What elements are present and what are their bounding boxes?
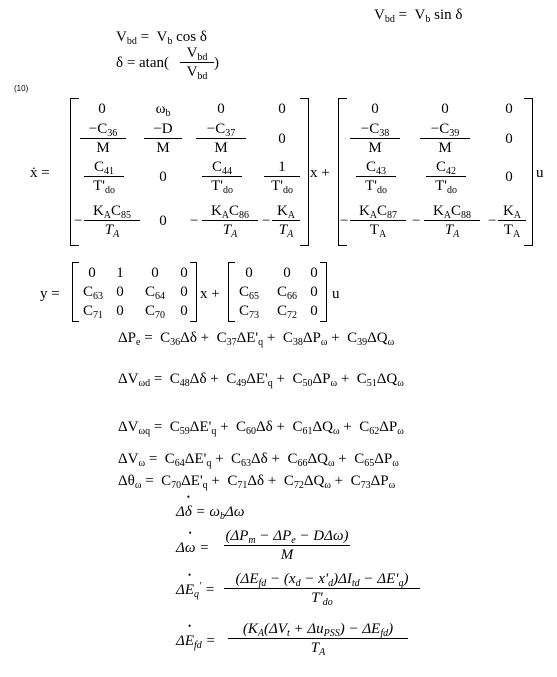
dvw-equation: $\Delta V_\omega = C_{64}\Delta E'_q + C_{63}\Delta\delta + C_{66}\Delta Q_\omega + C_{65}\Delta P_\omega$ [118, 451, 399, 469]
b22: $\frac{-C_{39}}{M}$ [420, 122, 470, 156]
c33: $C_{70}$ [144, 303, 165, 321]
a22: $\frac{-D}{M}$ [144, 122, 182, 156]
b33: 0 [505, 169, 513, 185]
b21: $\frac{-C_{38}}{M}$ [350, 122, 400, 156]
deq-lhs: Δ• $E_q'$ = [176, 583, 215, 598]
y-u-tail: u [332, 286, 340, 302]
a11: 0 [98, 101, 106, 117]
dvwd-equation: $\Delta V_{\omega d} = C_{48}\Delta\delta + C_{49}\Delta E'_q + C_{50}\Delta P_\omega + C_{51}\Delta Q_\omega$ [118, 371, 404, 389]
d33: 0 [310, 303, 318, 319]
dthw-equation: $\Delta\theta_\omega = C_{70}\Delta E'_q + C_{71}\Delta\delta + C_{72}\Delta Q_\omega + C_{73}\Delta P_\omega$ [118, 473, 396, 491]
vbd-cos-equation: $V_{bd} = V_b$ cos δ [116, 29, 207, 47]
a41: $K_AC_{85}$ $T_A$ [84, 204, 140, 238]
a34: $\frac{1}{T'_{do}}$ [264, 160, 300, 194]
dpe-equation: $\Delta P_e = C_{36}\Delta\delta + C_{37}\Delta E'_q + C_{38}\Delta P_\omega + C_{39}\Delta Q_\omega$ [118, 330, 395, 348]
d11: 0 [245, 265, 253, 281]
equation-number: (10) [14, 84, 29, 93]
defd-fraction: $(K_A(\Delta V_t + \Delta u_{PSS}) - \Delta E_{fd})$ $T_A$ [228, 622, 408, 656]
vbd-sin-equation: $V_{bd} = V_b$ sin δ [374, 7, 463, 25]
dvwq-equation: $\Delta V_{\omega q} = C_{59}\Delta E'_q + C_{60}\Delta\delta + C_{61}\Delta Q_\omega + C_{62}\Delta P_\omega$ [118, 419, 404, 437]
b11: 0 [371, 101, 379, 117]
a13: 0 [217, 101, 225, 117]
ddelta-equation: Δ• $\delta = \omega_b\Delta\omega$ [176, 505, 244, 520]
c22: 0 [116, 284, 124, 300]
b42: $K_AC_{88}$ $T_A$ [424, 204, 480, 238]
u-tail: u [536, 165, 544, 181]
d32: $C_{72}$ [276, 303, 297, 321]
b43-sign: − [488, 213, 497, 229]
a23: $\frac{-C_{37}}{M}$ [196, 122, 246, 156]
a24: 0 [278, 131, 286, 147]
b43: $\frac{K_A}{T_A}$ [498, 204, 526, 238]
b41-sign: − [340, 213, 349, 229]
domega-lhs: Δ• ω = [176, 541, 209, 556]
a12: $\omega_b$ [155, 101, 171, 119]
c34: 0 [180, 303, 188, 319]
y-x-plus: x + [200, 286, 220, 302]
a41-sign: − [74, 213, 83, 229]
d23: 0 [310, 284, 318, 300]
x-plus: x + [310, 165, 330, 181]
c23: $C_{64}$ [144, 284, 165, 302]
a44: $\frac{K_A}{T_A}$ [272, 204, 300, 238]
a-matrix-right-bracket [300, 98, 309, 246]
b12: 0 [441, 101, 449, 117]
d31: $C_{73}$ [238, 303, 259, 321]
a31: $\frac{C_{41}}{T'_{do}}$ [84, 160, 124, 194]
a21: $\frac{-C_{36}}{M}$ [80, 122, 126, 156]
a33: $\frac{C_{44}}{T'_{do}}$ [202, 160, 242, 194]
delta-atan-equation: δ = atan( [116, 55, 170, 71]
a32: 0 [159, 169, 167, 185]
a43: $K_AC_{86}$ $T_A$ [202, 204, 258, 238]
b41: $K_AC_{87}$ $T_A$ [350, 204, 406, 238]
c11: 0 [88, 265, 96, 281]
a42: 0 [159, 213, 167, 229]
defd-lhs: Δ• $E_{fd}$ = [176, 634, 216, 649]
a44-sign: − [262, 213, 271, 229]
d22: $C_{66}$ [276, 284, 297, 302]
b13: 0 [505, 101, 513, 117]
c21: $C_{63}$ [82, 284, 103, 302]
b23: 0 [505, 131, 513, 147]
c14: 0 [180, 265, 188, 281]
domega-fraction: $(\Delta P_m - \Delta P_e - D\Delta\omega)$ M [225, 528, 349, 563]
d12: 0 [283, 265, 291, 281]
xdot-lhs: ẋ = [30, 165, 50, 181]
c31: $C_{71}$ [82, 303, 103, 321]
b42-sign: − [412, 213, 421, 229]
c24: 0 [180, 284, 188, 300]
a14: 0 [278, 101, 286, 117]
a43-sign: − [190, 213, 199, 229]
y-lhs: y = [40, 286, 60, 302]
b32: $\frac{C_{42}}{T'_{do}}$ [426, 160, 466, 194]
d21: $C_{65}$ [238, 284, 259, 302]
d13: 0 [310, 265, 318, 281]
atan-close: ) [214, 55, 219, 71]
b31: $\frac{C_{43}}{T'_{do}}$ [356, 160, 396, 194]
c32: 0 [116, 303, 124, 319]
atan-fraction: $V_{bd}$ $V_{bd}$ [180, 46, 214, 80]
deq-fraction: $(\Delta E_{fd} - (x_d - x'_d)\Delta I_{td} - \Delta E'_q)$ $T'_{do}$ [224, 572, 420, 606]
c13: 0 [151, 265, 159, 281]
c12: 1 [116, 265, 124, 281]
